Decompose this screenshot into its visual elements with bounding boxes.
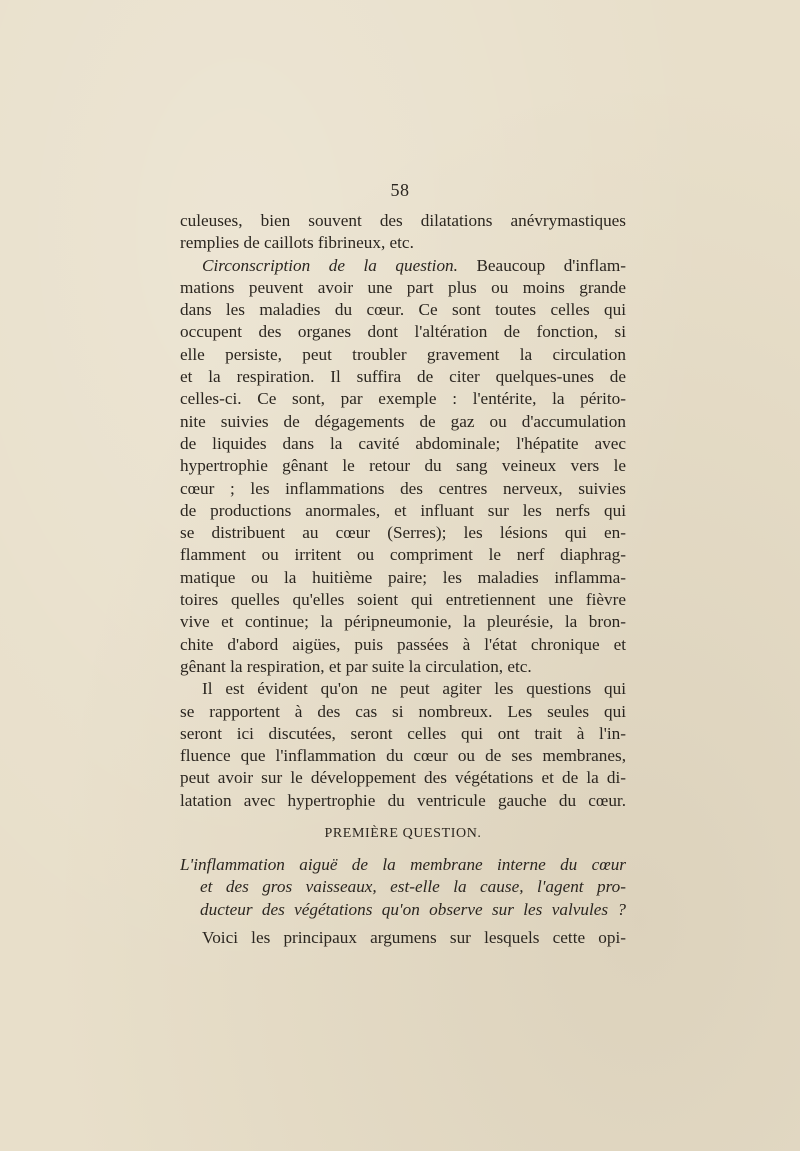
text-line <box>180 255 626 277</box>
text-line: elle persiste, peut troubler gravement la circulation <box>180 344 626 364</box>
text-line: nite suivies de dégagements de gaz ou d'accumulation <box>180 411 626 431</box>
text-line: culeuses, bien souvent des dilatations anévrymastiques <box>180 211 626 230</box>
text-line: remplies de caillots fibrineux, etc. <box>180 233 414 253</box>
text-line: hypertrophie gênant le retour du sang veineux vers le <box>180 456 626 476</box>
section-title-inline: Circonscription de la question. <box>202 255 458 275</box>
text-line: vive et continue; la péripneumonie, la pleurésie, la bron- <box>180 612 626 632</box>
page-number: 58 <box>390 180 410 200</box>
text-line: mations peuvent avoir une part plus ou moins grande <box>180 277 626 297</box>
text-line: Voici les principaux argumens sur lesquels cette opi- <box>202 927 626 947</box>
text-fragment: Beaucoup d'inflam- <box>476 255 626 275</box>
text-line: chite d'abord aigües, puis passées à l'état chronique et <box>180 634 626 654</box>
text-line: seront ici discutées, seront celles qui ont trait à l'in- <box>180 723 626 743</box>
text-line: Il est évident qu'on ne peut agiter les questions qui <box>202 679 626 699</box>
text-line: de productions anormales, et influant sur les nerfs qui <box>180 500 626 520</box>
question-block <box>180 854 626 921</box>
text-line: se rapportent à des cas si nombreux. Les seules qui <box>180 701 626 721</box>
text-line: flamment ou irritent ou compriment le nerf diaphrag- <box>180 545 626 565</box>
text-line: toires quelles qu'elles soient qui entretiennent une fièvre <box>180 590 626 610</box>
section-heading: PREMIÈRE QUESTION. <box>324 826 482 842</box>
text-line: matique ou la huitième paire; les maladies inflamma- <box>180 567 626 587</box>
text-line: cœur ; les inflammations des centres nerveux, suivies <box>180 478 626 498</box>
text-line: fluence que l'inflammation du cœur ou de ses membranes, <box>180 746 626 766</box>
body-text <box>180 210 626 949</box>
text-line: et des gros vaisseaux, est-elle la cause, l'agent pro- <box>200 877 626 897</box>
text-line: gênant la respiration, et par suite la circulation, etc. <box>180 656 532 676</box>
text-line: peut avoir sur le développement des végétations et de la di- <box>180 768 626 788</box>
text-line: latation avec hypertrophie du ventricule gauche du cœur. <box>180 790 626 810</box>
text-line: L'inflammation aiguë de la membrane interne du cœur <box>180 855 626 875</box>
text-line: dans les maladies du cœur. Ce sont toutes celles qui <box>180 300 626 320</box>
text-line: occupent des organes dont l'altération de fonction, si <box>180 322 626 342</box>
text-line: de liquides dans la cavité abdominale; l'hépatite avec <box>180 433 626 453</box>
text-line: et la respiration. Il suffira de citer quelques-unes de <box>180 367 626 387</box>
text-line: celles-ci. Ce sont, par exemple : l'entérite, la périto- <box>180 389 626 409</box>
text-line: se distribuent au cœur (Serres); les lésions qui en- <box>180 523 626 543</box>
text-line: ducteur des végétations qu'on observe sur les valvules ? <box>200 899 626 919</box>
